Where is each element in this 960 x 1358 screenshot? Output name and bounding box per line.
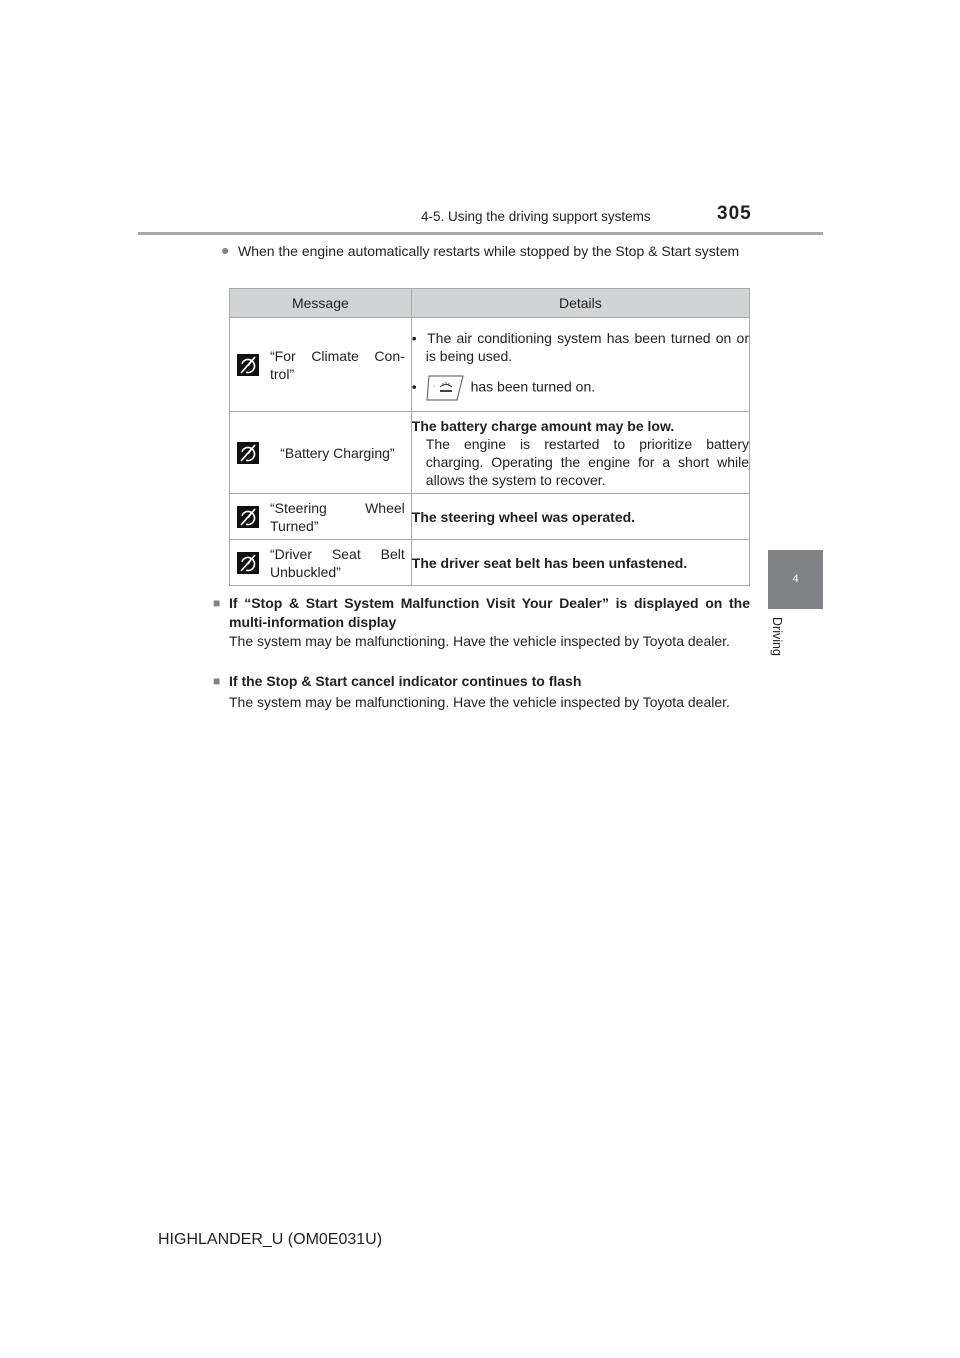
table-header-row — [230, 289, 750, 318]
svg-text:◦: ◦ — [432, 383, 435, 390]
details-cell — [411, 318, 749, 412]
details-cell — [411, 540, 749, 586]
stop-start-cancel-icon — [237, 506, 259, 528]
section-heading-text: If the Stop & Start cancel indicator continues to flash — [229, 673, 582, 689]
message-text: “For Climate Con-trol” — [270, 347, 405, 382]
footer-model-code: HIGHLANDER_U (OM0E031U) — [158, 1231, 383, 1248]
table-row — [230, 540, 750, 586]
stop-start-cancel-icon — [237, 354, 259, 376]
details-bullet: • ◦ has been turned on. — [412, 375, 749, 401]
table-row — [230, 318, 750, 412]
section-title: 4-5. Using the driving support systems — [421, 209, 651, 224]
table-row — [230, 494, 750, 540]
message-text: “Battery Charging” — [280, 444, 395, 461]
page-number: 305 — [717, 203, 752, 224]
heading-square-icon: ■ — [213, 674, 221, 688]
details-text: The air conditioning system has been turned on or is being used. — [425, 329, 749, 364]
message-text: “Driver Seat Belt Unbuckled” — [270, 545, 405, 580]
details-bullet: • The air conditioning system has been turned on or is being used. — [411, 329, 749, 364]
stop-start-cancel-icon — [237, 442, 259, 464]
details-heading: The battery charge amount may be low. — [411, 417, 675, 434]
heading-square-icon: ■ — [213, 596, 221, 610]
intro-bullet-text: When the engine automatically restarts while stopped by the Stop & Start system — [238, 243, 740, 259]
table-header-message: Message — [230, 289, 412, 318]
section-body: The system may be malfunctioning. Have the vehicle inspected by Toyota dealer. — [229, 633, 730, 649]
section-heading-text: If “Stop & Start System Malfunction Visit Your Dealer” is displayed on the multi-information display — [229, 595, 750, 630]
message-text: “Steering Wheel Turned” — [270, 499, 405, 534]
bullet-circle-icon: ● — [221, 242, 230, 258]
details-text: has been turned on. — [470, 378, 596, 395]
message-cell — [230, 540, 412, 586]
details-text: The engine is restarted to prioritize battery charging. Operating the engine for a short while allows the system to recover. — [425, 435, 749, 488]
section-body: The system may be malfunctioning. Have the vehicle inspected by Toyota dealer. — [229, 694, 730, 710]
table-row — [230, 412, 750, 494]
details-heading: The steering wheel was operated. — [411, 508, 636, 525]
section-heading — [213, 672, 750, 691]
front-defroster-button-icon — [425, 375, 465, 401]
details-cell — [411, 412, 749, 494]
message-cell — [230, 318, 412, 412]
details-heading: The driver seat belt has been unfastened. — [411, 554, 688, 571]
message-cell — [230, 494, 412, 540]
stop-start-cancel-icon — [237, 552, 259, 574]
intro-bullet — [221, 242, 750, 261]
chapter-tab-label: Driving — [770, 617, 784, 656]
chapter-tab-number: 4 — [792, 573, 799, 585]
header-rule — [138, 232, 823, 235]
details-cell — [411, 494, 749, 540]
chapter-tab-label-wrap — [770, 617, 786, 677]
section-heading — [213, 594, 750, 632]
message-cell — [230, 412, 412, 494]
message-table — [229, 288, 750, 586]
table-header-details: Details — [411, 289, 749, 318]
